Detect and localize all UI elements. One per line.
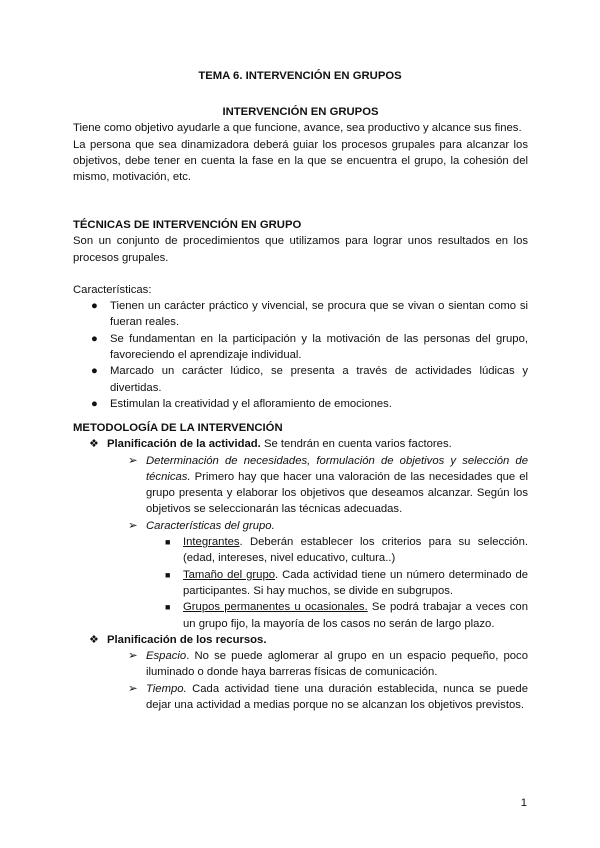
- tamano-title: Tamaño del grupo: [183, 568, 276, 581]
- integrantes-title: Integrantes: [183, 536, 240, 549]
- section1-paragraph-1: Tiene como objetivo ayudarle a que funcione, avance, sea productivo y alcance sus fines.: [73, 122, 522, 135]
- section1-paragraph-2: La persona que sea dinamizadora deberá guiar los procesos grupales para alcanzar los objetivos, debe tener en cuenta la fase en la que se encuentra el grupo, la cohesión del mismo, motivación, etc.: [73, 138, 528, 184]
- square-bullet-icon: ■: [165, 537, 171, 548]
- integrantes-text: . Deberán establecer los criterios para su selección. (edad, intereses, nivel educativo, cultura..): [183, 536, 528, 565]
- tiempo-title: Tiempo.: [146, 682, 187, 695]
- tiempo-text: Cada actividad tiene una duración establecida, nunca se puede dejar una actividad a medias porque no se alcanzan los objetivos previstos.: [146, 682, 528, 712]
- page-number: 1: [520, 797, 527, 809]
- espacio-title: Espacio: [146, 650, 187, 663]
- list-item-text: Estimulan la creatividad y el afloramiento de emociones.: [110, 397, 392, 410]
- arrow-bullet-icon: ➢: [128, 682, 138, 695]
- arrow-bullet-icon: ➢: [128, 454, 138, 467]
- caracteristicas-grupo-title: Características del grupo.: [146, 519, 275, 532]
- list-item: [73, 331, 528, 364]
- arrow-bullet-icon: ➢: [128, 519, 138, 532]
- list-item-text: Marcado un carácter lúdico, se presenta a través de actividades lúdicas y divertidas.: [110, 365, 528, 394]
- bullet-icon: ●: [91, 365, 98, 378]
- section3-heading: METODOLOGÍA DE LA INTERVENCIÓN: [73, 422, 283, 434]
- tiempo-item: [73, 681, 528, 714]
- section-metodologia: [73, 420, 528, 713]
- plan-recursos-title: Planificación de los recursos.: [107, 633, 267, 646]
- integrantes-item: [73, 534, 528, 567]
- grupos-text: Se podrá trabajar a veces con un grupo fijo, la mayoría de los casos no serán de largo plazo.: [183, 601, 528, 630]
- list-item: [73, 298, 528, 331]
- diamond-bullet-icon: ❖: [89, 438, 99, 451]
- section1-heading: INTERVENCIÓN EN GRUPOS: [222, 106, 379, 118]
- section2-paragraph: Son un conjunto de procedimientos que utilizamos para lograr unos resultados en los procesos grupales.: [73, 235, 528, 264]
- characteristics-label: Características:: [73, 283, 152, 296]
- grupos-title: Grupos permanentes u ocasionales.: [183, 601, 368, 614]
- section-intervencion: [73, 104, 528, 185]
- document-title: TEMA 6. INTERVENCIÓN EN GRUPOS: [198, 70, 402, 82]
- square-bullet-icon: ■: [165, 569, 171, 580]
- necesidades-title: Determinación de necesidades, formulación de objetivos y selección de técnicas.: [146, 454, 528, 483]
- plan-actividad-text: Se tendrán en cuenta varios factores.: [260, 438, 452, 451]
- bullet-icon: ●: [91, 397, 98, 410]
- necesidades-text: Primero hay que hacer una valoración de las necesidades que el grupo presenta y elaborar los objetivos que deseamos alcanzar. Según los objetivos se seleccionarán las técnicas adecuadas.: [146, 470, 528, 516]
- plan-actividad-title: Planificación de la actividad.: [107, 438, 261, 451]
- caracteristicas-grupo-item: [73, 518, 528, 534]
- characteristics-list: [73, 298, 528, 412]
- arrow-bullet-icon: ➢: [128, 650, 138, 663]
- list-item: [73, 363, 528, 396]
- espacio-text: . No se puede aglomerar al grupo en un espacio pequeño, poco iluminado o donde haya barreras físicas de comunicación.: [146, 650, 528, 679]
- diamond-bullet-icon: ❖: [89, 633, 99, 646]
- plan-recursos-item: [73, 632, 528, 648]
- espacio-item: [73, 648, 528, 681]
- list-item-text: Se fundamentan en la participación y la motivación de las personas del grupo, favoreciendo el aprendizaje individual.: [110, 332, 528, 362]
- tamano-text: . Cada actividad tiene un número determinado de participantes. Si hay muchos, se divide en subgrupos.: [183, 568, 529, 597]
- square-bullet-icon: ■: [165, 602, 171, 613]
- list-item-text: Tienen un carácter práctico y vivencial, se procura que se vivan o sientan como si fueran reales.: [110, 300, 528, 329]
- grupos-item: [73, 599, 528, 632]
- list-item: [73, 396, 528, 412]
- necesidades-item: [73, 453, 528, 518]
- bullet-icon: ●: [91, 332, 98, 345]
- bullet-icon: ●: [91, 300, 98, 313]
- section2-heading: TÉCNICAS DE INTERVENCIÓN EN GRUPO: [73, 219, 302, 231]
- plan-actividad-item: [73, 436, 528, 452]
- section-tecnicas: [73, 217, 528, 412]
- tamano-item: [73, 567, 528, 600]
